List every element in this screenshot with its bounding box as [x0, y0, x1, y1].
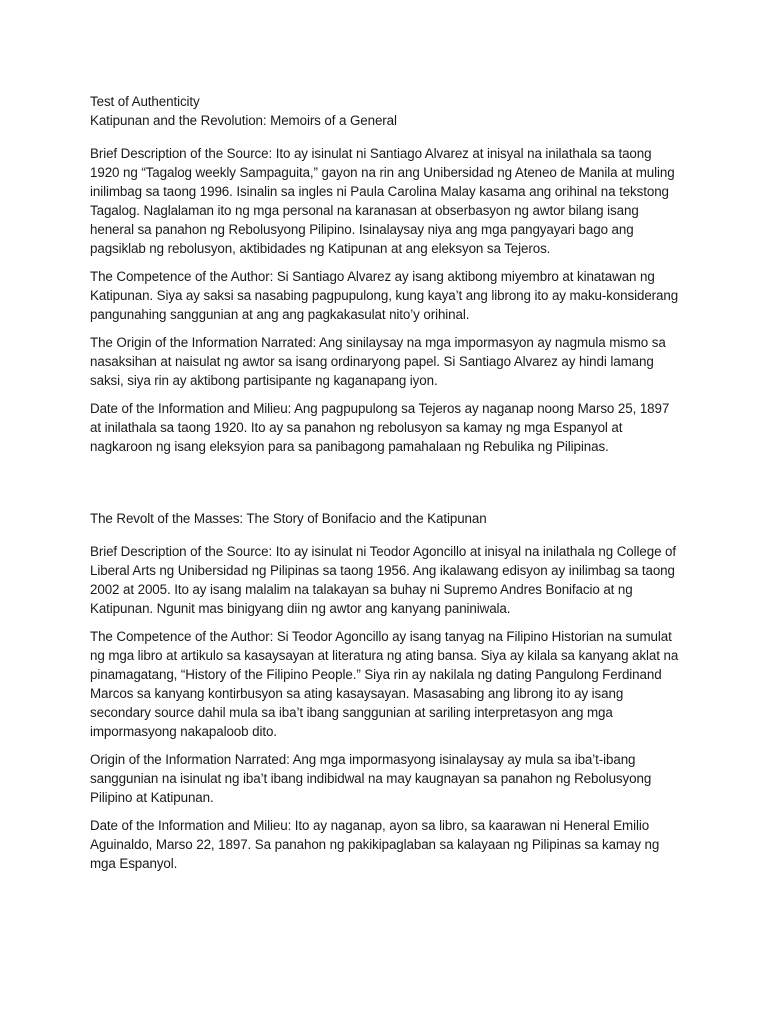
document-page	[90, 92, 682, 882]
section1-paragraph-description: Brief Description of the Source: Ito ay isinulat ni Santiago Alvarez at inisyal na inilathala sa taong 1920 ng “Tagalog weekly Sampaguita,” gayon na rin ang Unibersidad ng Ateneo de Manila at muling inilimbag sa taong 1996. Isinalin sa ingles ni Paula Carolina Malay kasama ang orihinal na tekstong Tagalog. Naglalaman ito ng mga personal na karanasan at obserbasyon ng awtor bilang isang heneral sa panahon ng Rebolusyong Pilipino. Isinalaysay niya ang mga pangyayari bago ang pagsiklab ng rebolusyon, aktibidades ng Katipunan at ang eleksyon sa Tejeros.	[90, 146, 675, 256]
document-heading: Test of Authenticity	[90, 94, 200, 109]
section2-paragraph-competence: The Competence of the Author: Si Teodor Agoncillo ay isang tanyag na Filipino Historian na sumulat ng mga libro at artikulo sa kasaysayan at literatura ng ating bansa. Siya ay kilala sa kanyang aklat na pinamagatang, “History of the Filipino People.” Siya rin ay nakilala ng dating Pangulong Ferdinand Marcos sa kanyang kontirbusyon sa ating kasaysayan. Masasabing ang librong ito ay isang secondary source dahil mula sa iba’t ibang sanggunian at sariling interpretasyon ang mga impormasyong nakapaloob dito.	[90, 629, 679, 739]
section2-title: The Revolt of the Masses: The Story of Bonifacio and the Katipunan	[90, 511, 487, 526]
section1-title: Katipunan and the Revolution: Memoirs of a General	[90, 113, 397, 128]
spacer	[90, 465, 682, 509]
section2-paragraph-date: Date of the Information and Milieu: Ito ay naganap, ayon sa libro, sa kaarawan ni Heneral Emilio Aguinaldo, Marso 22, 1897. Sa panahon ng pakikipaglaban sa kalayaan ng Pilipinas sa kamay ng mga Espanyol.	[90, 818, 660, 871]
spacer	[90, 528, 682, 542]
section1-paragraph-competence: The Competence of the Author: Si Santiago Alvarez ay isang aktibong miyembro at kinatawan ng Katipunan. Siya ay saksi sa nasabing pagpupulong, kung kaya’t ang librong ito ay maku-konsiderang pangunahing sanggunian at ang ang pagkakasulat nito’y orihinal.	[90, 269, 679, 322]
section2-paragraph-description: Brief Description of the Source: Ito ay isinulat ni Teodor Agoncillo at inisyal na inilathala ng College of Liberal Arts ng Unibersidad ng Pilipinas sa taong 1956. Ang ikalawang edisyon ay inilimbag sa taong 2002 at 2005. Ito ay isang malalim na talakayan sa buhay ni Supremo Andres Bonifacio at ng Katipunan. Ngunit mas binigyang diin ng awtor ang kanyang paniniwala.	[90, 544, 677, 616]
spacer	[90, 130, 682, 144]
section1-paragraph-origin: The Origin of the Information Narrated: Ang sinilaysay na mga impormasyon ay nagmula mismo sa nasaksihan at naisulat ng awtor sa isang ordinaryong papel. Si Santiago Alvarez ay hindi lamang saksi, siya rin ay aktibong partisipante ng kaganapang iyon.	[90, 335, 666, 388]
section2-paragraph-origin: Origin of the Information Narrated: Ang mga impormasyong isinalaysay ay mula sa iba’t-ibang sanggunian na isinulat ng iba’t ibang indibidwal na may kaugnayan sa panahon ng Rebolusyong Pilipino at Katipunan.	[90, 752, 652, 805]
section1-paragraph-date: Date of the Information and Milieu: Ang pagpupulong sa Tejeros ay naganap noong Marso 25, 1897 at inilathala sa taong 1920. Ito ay sa panahon ng rebolusyon sa kamay ng mga Espanyol at nagkaroon ng isang eleksyion para sa panibagong pamahalaan ng Rebulika ng Pilipinas.	[90, 401, 670, 454]
